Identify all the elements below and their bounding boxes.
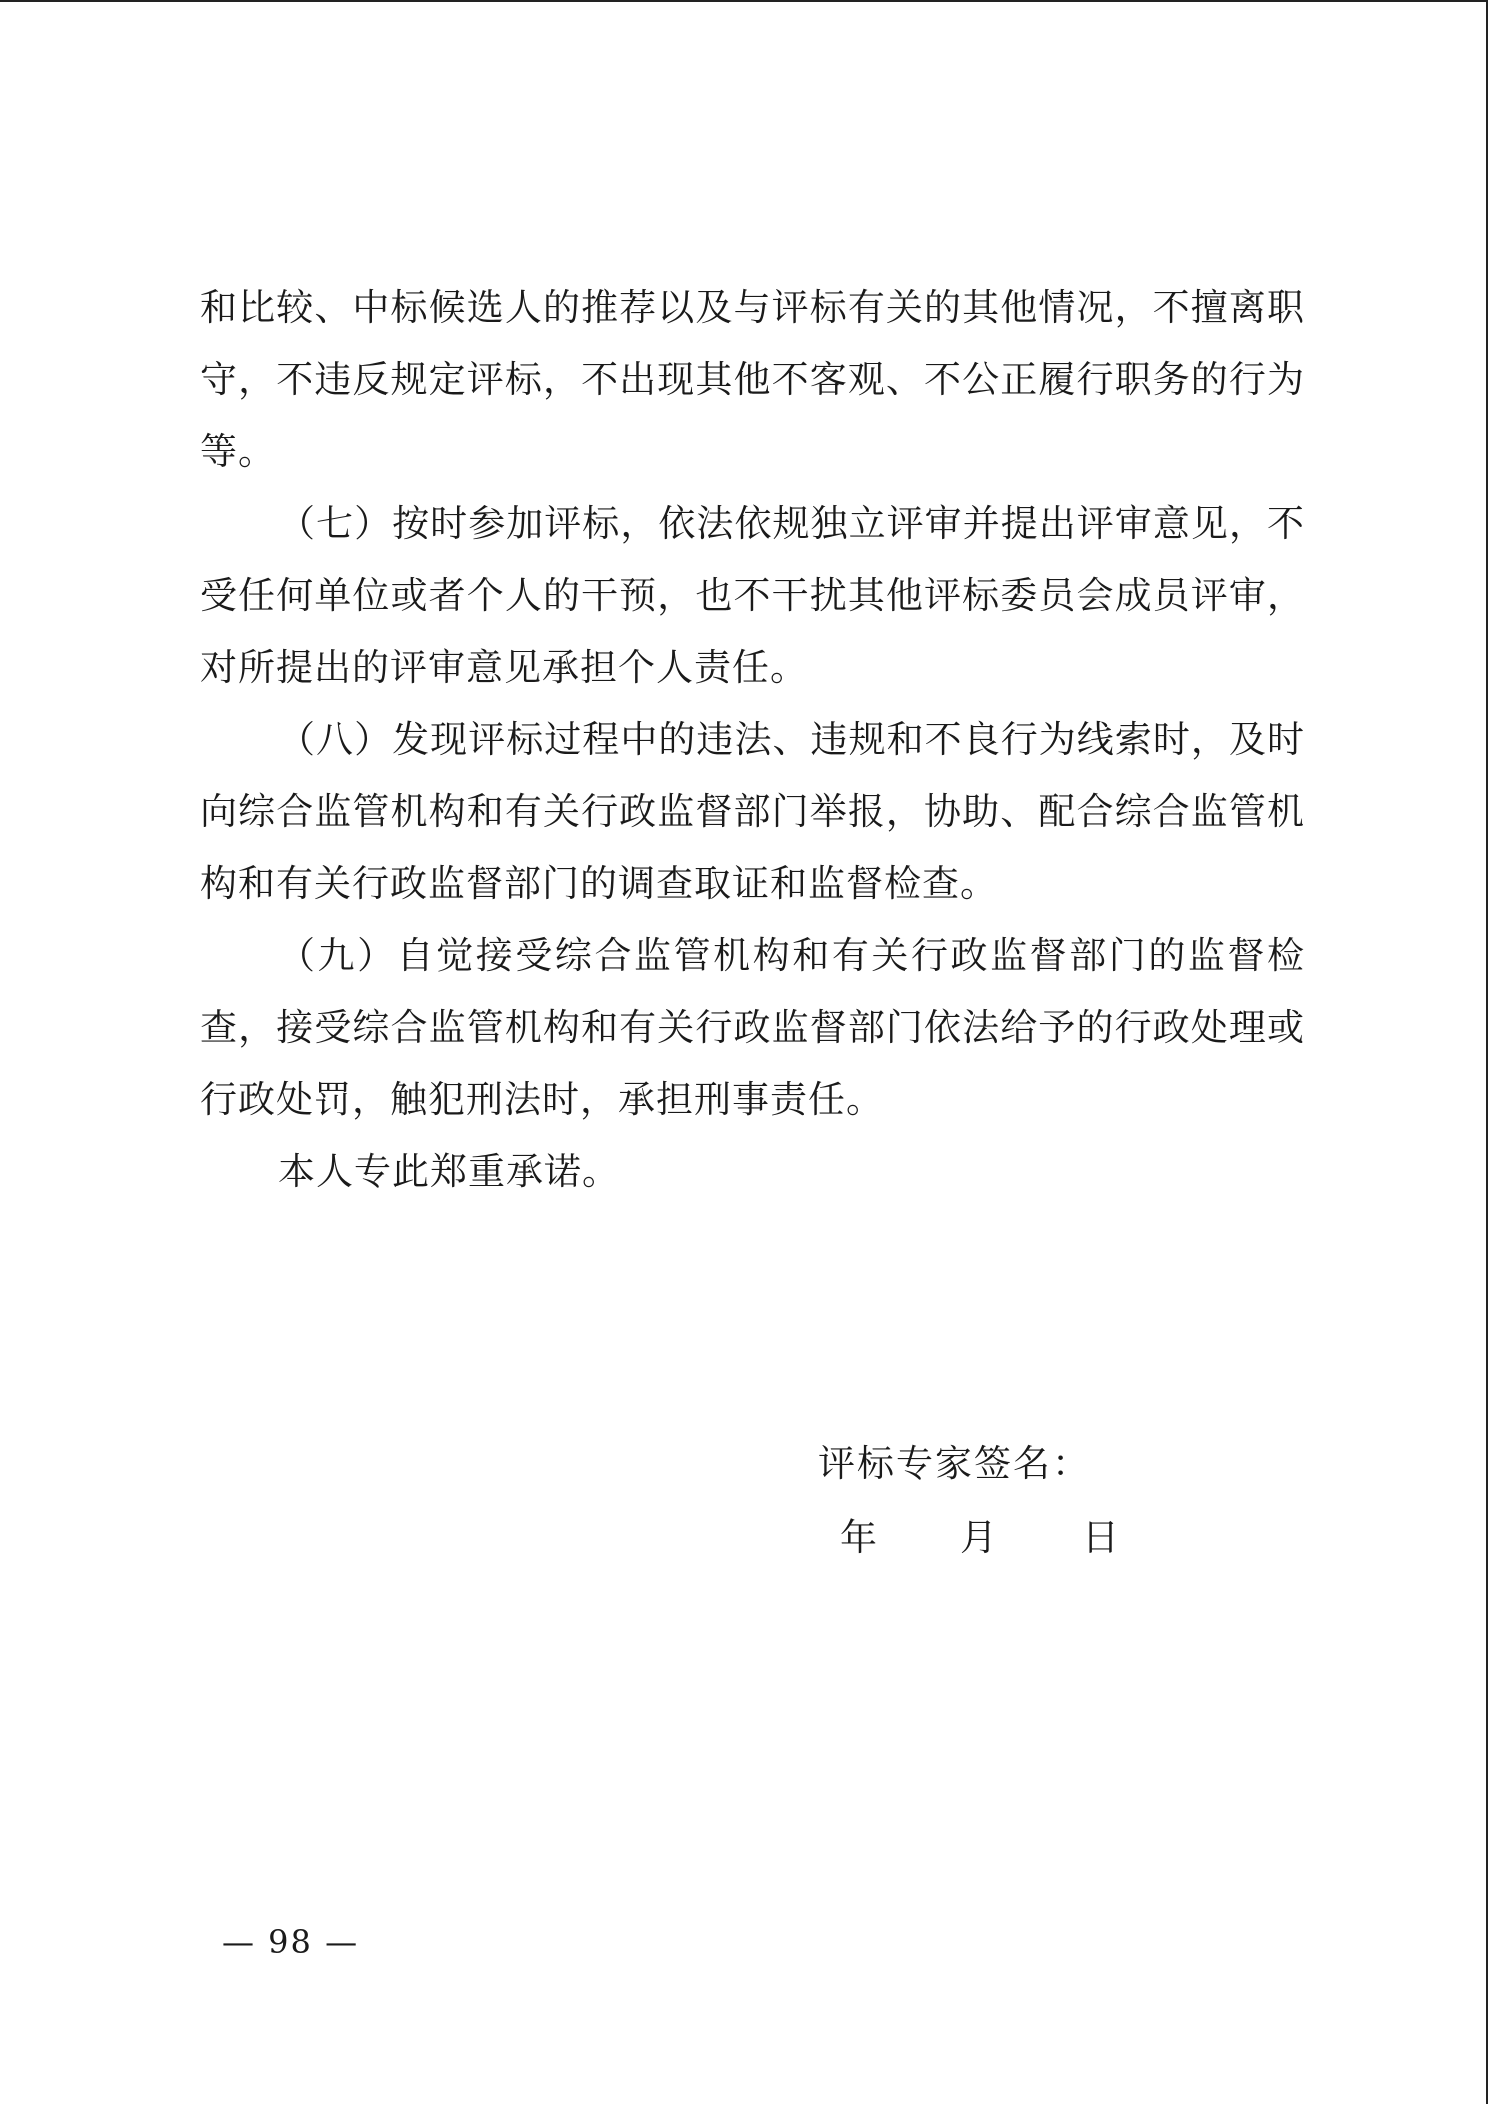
- paragraph-item-9: （九）自觉接受综合监管机构和有关行政监督部门的监督检查，接受综合监管机构和有关行政监督部门依法给予的行政处理或行政处罚，触犯刑法时，承担刑事责任。: [200, 934, 1305, 1121]
- date-day-label: 日: [1082, 1516, 1119, 1559]
- page-top-border: [0, 0, 1488, 2]
- page-number: — 98 —: [222, 1923, 360, 1961]
- document-body: [200, 272, 1305, 1208]
- date-month-label: 月: [960, 1516, 997, 1559]
- paragraph-item-7: （七）按时参加评标，依法依规独立评审并提出评审意见，不受任何单位或者个人的干预，也不干扰其他评标委员会成员评审，对所提出的评审意见承担个人责任。: [200, 502, 1305, 689]
- paragraph-continued: 和比较、中标候选人的推荐以及与评标有关的其他情况，不擅离职守，不违反规定评标，不出现其他不客观、不公正履行职务的行为等。: [200, 286, 1305, 473]
- paragraph-pledge: 本人专此郑重承诺。: [278, 1150, 620, 1193]
- signature-label: 评标专家签名：: [818, 1442, 1091, 1485]
- date-year-label: 年: [840, 1516, 877, 1559]
- paragraph-item-8: （八）发现评标过程中的违法、违规和不良行为线索时，及时向综合监管机构和有关行政监督部门举报，协助、配合综合监管机构和有关行政监督部门的调查取证和监督检查。: [200, 718, 1305, 905]
